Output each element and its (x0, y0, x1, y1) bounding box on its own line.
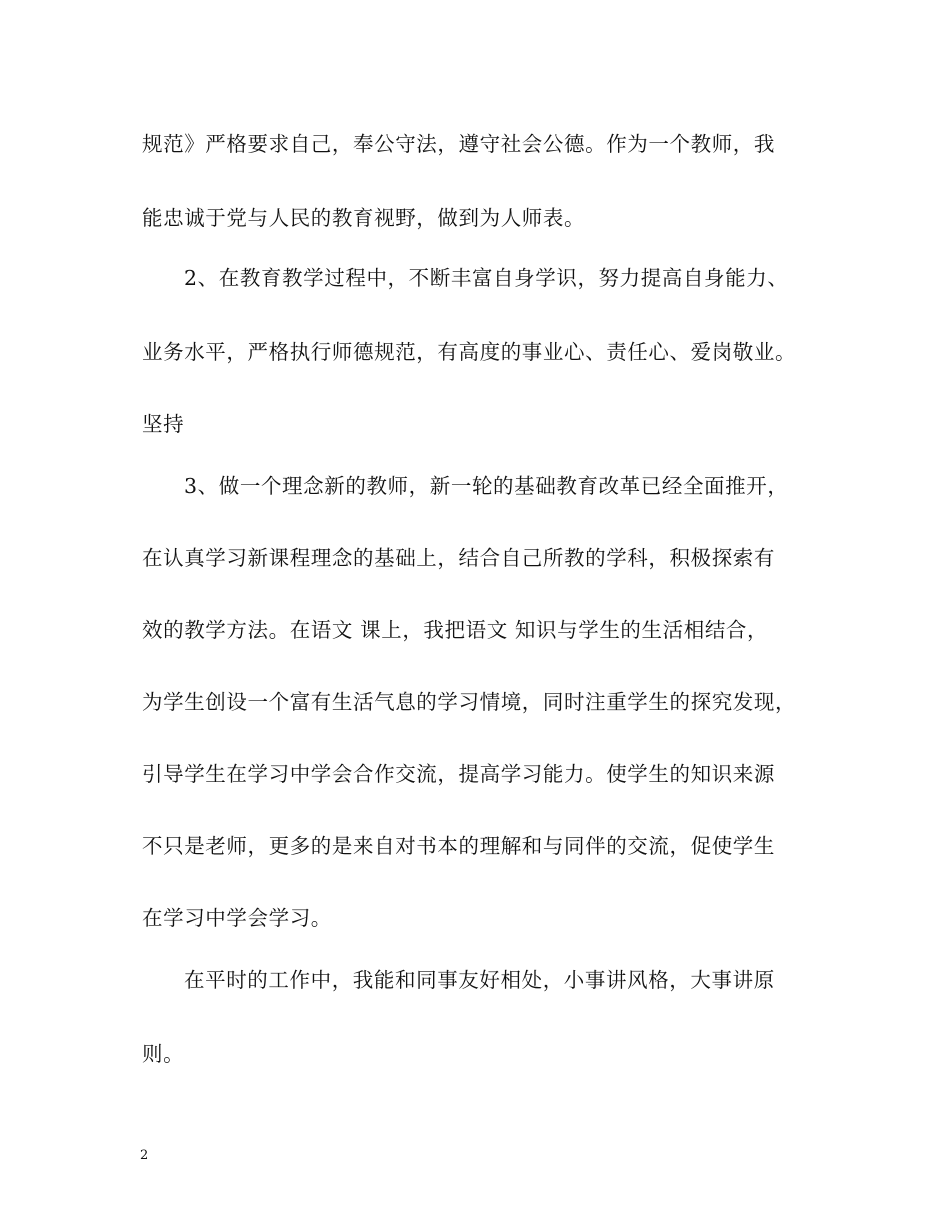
text-line: 能忠诚于党与人民的教育视野，做到为人师表。 (142, 206, 586, 230)
text-line: 引导学生在学习中学会合作交流，提高学习能力。使学生的知识来源 (142, 762, 775, 786)
text-line: 不只是老师，更多的是来自对书本的理解和与同伴的交流，促使学生 (142, 834, 775, 858)
text-line: 在认真学习新课程理念的基础上，结合自己所教的学科，积极探索有 (142, 546, 775, 570)
text-line: 坚持 (142, 412, 185, 436)
paragraph-line: 3、做一个理念新的教师，新一轮的基础教育改革已经全面推开， (184, 474, 789, 498)
text-line: 在学习中学会学习。 (142, 906, 332, 930)
text-line: 规范》严格要求自己，奉公守法，遵守社会公德。作为一个教师，我 (142, 132, 775, 156)
text-line: 为学生创设一个富有生活气息的学习情境，同时注重学生的探究发现， (142, 690, 797, 714)
text-line: 效的教学方法。在语文 课上，我把语文 知识与学生的生活相结合， (142, 618, 769, 642)
paragraph-line: 在平时的工作中，我能和同事友好相处，小事讲风格，大事讲原 (184, 968, 775, 992)
page-number: 2 (140, 1148, 149, 1163)
text-line: 业务水平，严格执行师德规范，有高度的事业心、责任心、爱岗敬业。 (142, 340, 797, 364)
paragraph-line: 2、在教育教学过程中，不断丰富自身学识，努力提高自身能力、 (184, 266, 789, 290)
text-line: 则。 (142, 1042, 185, 1066)
